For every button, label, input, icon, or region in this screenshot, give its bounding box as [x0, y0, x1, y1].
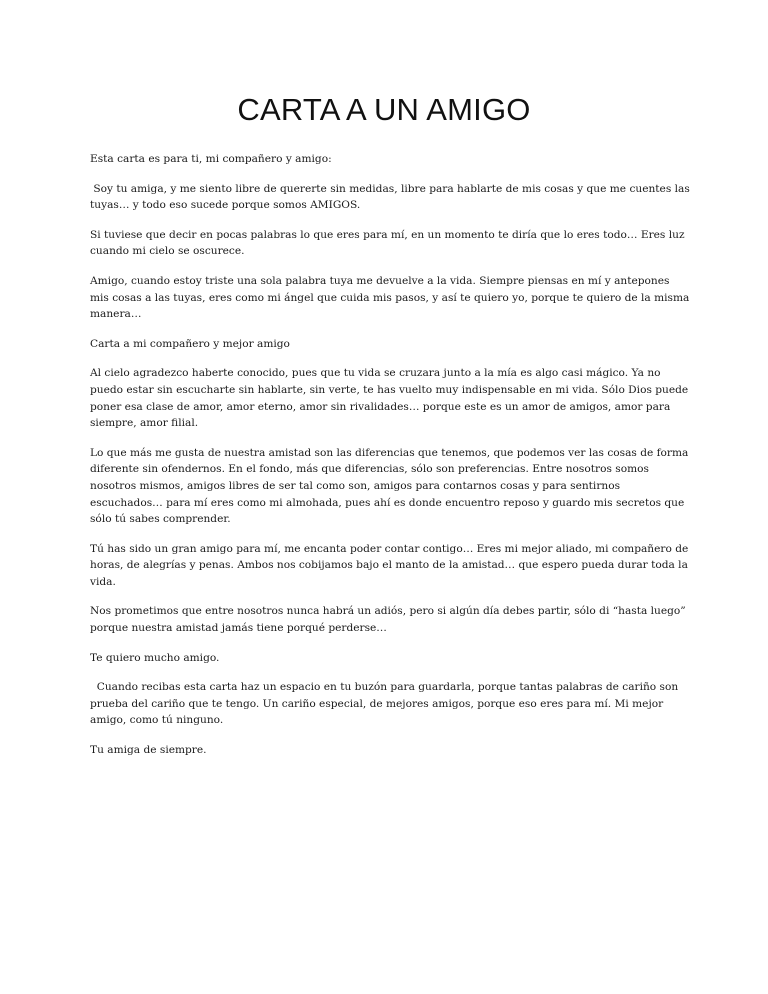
page-title: CARTA A UN AMIGO — [237, 92, 531, 127]
paragraph: Al cielo agradezco haberte conocido, pues que tu vida se cruzara junto a la mía es algo casi mágico. Ya no puedo estar sin escucharte sin hablarte, sin verte, te has vuelto muy indispensable en mi vida. Sólo Dios puede poner esa clase de amor, amor eterno, amor sin rivalidades… porque este es un amor de amigos, amor para siempre, amor filial. — [90, 367, 692, 430]
paragraph: Lo que más me gusta de nuestra amistad son las diferencias que tenemos, que podemos ver las cosas de forma diferente sin ofendernos. En el fondo, más que diferencias, sólo son preferencias. Entre nosotros somos nosotros mismos, amigos libres de ser tal como son, amigos para contarnos cosas y para sentirnos escuchados… para mí eres como mi almohada, pues ahí es donde encuentro reposo y guardo mis secretos que sólo tú sabes comprender. — [90, 446, 692, 526]
paragraph: Nos prometimos que entre nosotros nunca habrá un adiós, pero si algún día debes partir, sólo di “hasta luego” porque nuestra amistad jamás tiene porqué perderse… — [90, 605, 690, 635]
paragraph: Soy tu amiga, y me siento libre de quererte sin medidas, libre para hablarte de mis cosas y que me cuentes las tuyas… y todo eso sucede porque somos AMIGOS. — [90, 182, 694, 212]
paragraph-greeting: Esta carta es para ti, mi compañero y amigo: — [90, 153, 332, 165]
letter-body — [90, 151, 694, 772]
paragraph: Amigo, cuando estoy triste una sola palabra tuya me devuelve a la vida. Siempre piensas en mí y antepones mis cosas a las tuyas, eres como mi ángel que cuida mis pasos, y así te quiero yo, porque te quiero de la misma manera… — [90, 274, 693, 321]
paragraph: Tú has sido un gran amigo para mí, me encanta poder contar contigo… Eres mi mejor aliado, mi compañero de horas, de alegrías y penas. Ambos nos cobijamos bajo el manto de la amistad… que espero pueda durar toda la vida. — [90, 542, 692, 588]
paragraph-signature: Tu amiga de siempre. — [90, 744, 207, 757]
paragraph: Cuando recibas esta carta haz un espacio en tu buzón para guardarla, porque tantas palabras de cariño son prueba del cariño que te tengo. Un cariño especial, de mejores amigos, porque eso eres para mí. Mi mejor amigo, como tú ninguno. — [90, 681, 682, 727]
paragraph-subheading: Carta a mi compañero y mejor amigo — [90, 337, 290, 350]
paragraph: Te quiero mucho amigo. — [90, 651, 220, 664]
paragraph: Si tuviese que decir en pocas palabras lo que eres para mí, en un momento te diría que lo eres todo… Eres luz cuando mi cielo se oscurece. — [90, 228, 688, 258]
